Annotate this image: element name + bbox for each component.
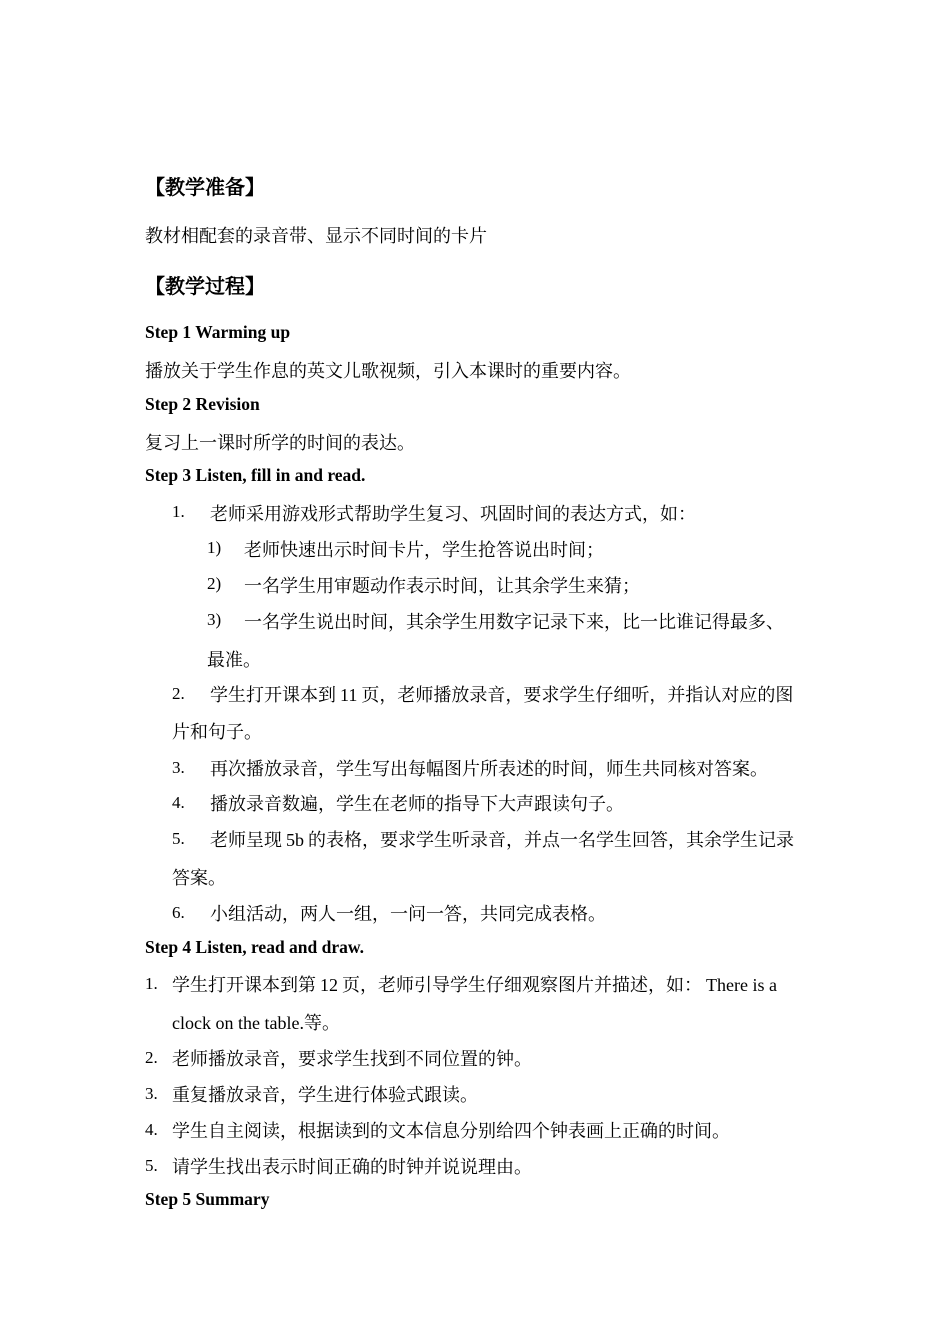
step-3-subitem-2-number: 2): [207, 574, 222, 593]
step-3-item-5-continuation: 答案。: [172, 868, 226, 889]
step-5-title: Step 5 Summary: [145, 1189, 270, 1209]
section-heading-prep: 【教学准备】: [145, 175, 265, 199]
step-4-item-5-text: 请学生找出表示时间正确的时钟并说说理由。: [172, 1157, 532, 1178]
step-4-item-1-page-number: 12: [320, 975, 338, 995]
step-3-item-2-text-c: 页，老师播放录音，要求学生仔细听，并指认对应的图: [361, 685, 794, 706]
step-3-subitem-1-number: 1): [207, 538, 222, 557]
step-3-subitem-2-text: 一名学生用审题动作表示时间，让其余学生来猜；: [244, 576, 640, 597]
step-4-item-1-text-c: 页，老师引导学生仔细观察图片并描述，如：: [342, 975, 702, 996]
step-4-item-4-text: 学生自主阅读，根据读到的文本信息分别给四个钟表画上正确的时间。: [172, 1121, 730, 1142]
step-3-item-6-number: 6.: [172, 903, 185, 922]
step-3-item-1-number: 1.: [172, 502, 185, 521]
step-4-item-1-example: There is a: [706, 975, 777, 995]
step-3-title: Step 3 Listen, fill in and read.: [145, 465, 366, 485]
step-2-text: 复习上一课时所学的时间的表达。: [145, 433, 415, 454]
step-4-item-5-number: 5.: [145, 1156, 158, 1175]
step-3-item-5-text: [210, 826, 794, 852]
step-4-item-1-continuation: [172, 1009, 340, 1035]
step-3-subitem-1-text: 老师快速出示时间卡片，学生抢答说出时间；: [244, 540, 604, 561]
step-3-item-3-number: 3.: [172, 758, 185, 777]
step-4-item-2-text: 老师播放录音，要求学生找到不同位置的钟。: [172, 1049, 532, 1070]
prep-text: 教材相配套的录音带、显示不同时间的卡片: [145, 226, 487, 247]
section-heading-process: 【教学过程】: [145, 274, 265, 298]
step-3-item-6-text: 小组活动，两人一组，一问一答，共同完成表格。: [210, 904, 606, 925]
step-3-item-5-text-a: 老师呈现: [210, 830, 282, 851]
step-3-subitem-3-text: 一名学生说出时间，其余学生用数字记录下来，比一比谁记得最多、: [244, 612, 784, 633]
step-3-item-2-text: [210, 681, 793, 707]
step-4-item-4-number: 4.: [145, 1120, 158, 1139]
step-3-item-3-text: 再次播放录音，学生写出每幅图片所表述的时间，师生共同核对答案。: [210, 759, 768, 780]
step-3-item-2-continuation: 片和句子。: [172, 722, 262, 743]
step-4-item-2-number: 2.: [145, 1048, 158, 1067]
step-4-item-1-number: 1.: [145, 974, 158, 993]
step-3-item-2-page-number: 11: [340, 685, 358, 705]
step-3-item-2-text-a: 学生打开课本到: [210, 685, 336, 706]
step-3-item-2-number: 2.: [172, 684, 185, 703]
step-4-item-1-text: [172, 971, 777, 997]
step-1-title: Step 1 Warming up: [145, 322, 291, 342]
step-4-item-1-text-a: 学生打开课本到第: [172, 975, 316, 996]
step-3-item-1-text: 老师采用游戏形式帮助学生复习、巩固时间的表达方式，如：: [210, 504, 696, 525]
step-3-item-4-number: 4.: [172, 793, 185, 812]
step-4-item-1-continuation-en: clock on the table.: [172, 1013, 304, 1033]
step-3-subitem-3-number: 3): [207, 610, 222, 629]
step-4-item-1-continuation-zh: 等。: [303, 1013, 340, 1034]
step-1-text: 播放关于学生作息的英文儿歌视频，引入本课时的重要内容。: [145, 361, 631, 382]
step-3-item-5-text-c: 的表格，要求学生听录音，并点一名学生回答，其余学生记录: [308, 830, 794, 851]
step-4-item-3-number: 3.: [145, 1084, 158, 1103]
step-3-subitem-3-continuation: 最准。: [207, 650, 261, 671]
step-4-item-3-text: 重复播放录音，学生进行体验式跟读。: [172, 1085, 478, 1106]
step-3-item-4-text: 播放录音数遍，学生在老师的指导下大声跟读句子。: [210, 794, 624, 815]
step-4-title: Step 4 Listen, read and draw.: [145, 937, 364, 957]
step-3-item-5-number: 5.: [172, 829, 185, 848]
step-3-item-5-ref: 5b: [286, 830, 304, 850]
step-2-title: Step 2 Revision: [145, 394, 260, 414]
